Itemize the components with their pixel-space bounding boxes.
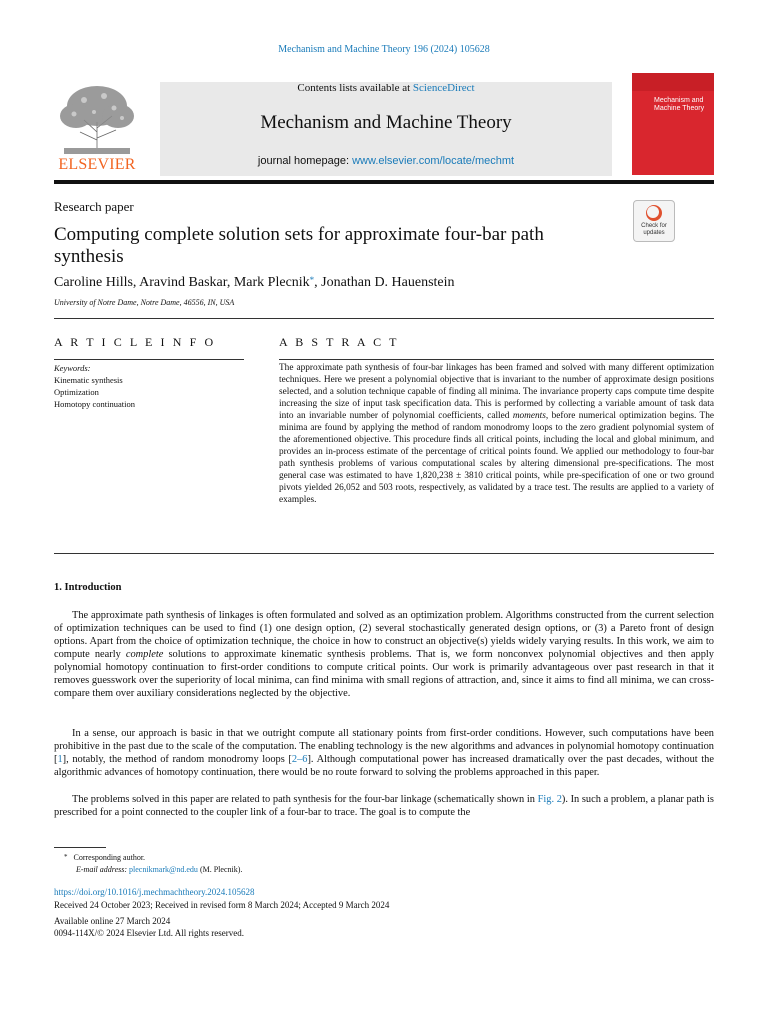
intro-paragraph-2 bbox=[54, 727, 714, 779]
cover-title: Mechanism and Machine Theory bbox=[654, 97, 705, 112]
homepage-line bbox=[160, 155, 612, 167]
article-type: Research paper bbox=[54, 199, 134, 214]
homepage-prefix: journal homepage: bbox=[257, 155, 350, 167]
received-dates: Received 24 October 2023; Received in revised form 8 March 2024; Accepted 9 March 2024 bbox=[54, 900, 390, 910]
crossmark-inner bbox=[647, 206, 659, 218]
email-label: E-mail address: bbox=[76, 865, 128, 874]
elsevier-wordmark: ELSEVIER bbox=[58, 156, 136, 173]
article-info-heading: A R T I C L E I N F O bbox=[54, 335, 216, 349]
abstract-part-2: , before numerical optimization begins. The minima are found by applying the method of random monodromy loops to the zero gradient polynomial system of the aforementioned objective. This procedure finds all critical points, including the local and global minimum, and provides an in-process estimate of the percentage of critical points found. We applied our methodology to four-bar path synthesis problems of various computational scales by altering dimensional pre-specifications. The most general case was estimated to have 1,820,238 ± 3810 critical points, while pre-specification of one or two ground pivots yielded 26,052 and 503 roots, respectively, as validated by a trace test. The results are applied to a variety of examples. bbox=[279, 411, 714, 505]
section-heading-introduction: 1. Introduction bbox=[54, 582, 122, 593]
authors-after: , Jonathan D. Hauenstein bbox=[314, 275, 455, 290]
affiliation: University of Notre Dame, Notre Dame, 46556, IN, USA bbox=[54, 298, 235, 307]
abstract-part-1: The approximate path synthesis of four-bar linkages has been framed and solved with many different optimization techniques. Here we present a polynomial objective that is invariant to the number of approximate design positions selected, and a solution technique capable of finding all minima. The invariance property caps compute time despite increasing the size of input task specification data. This is performed by collecting a variable amount of task data into an invariable number of polynomial coefficients, called bbox=[279, 363, 714, 421]
keyword-item: Kinematic synthesis bbox=[54, 375, 123, 385]
footnote-rule bbox=[54, 847, 106, 848]
keyword-item: Optimization bbox=[54, 387, 99, 397]
p1-text-b: solutions to approximate kinematic synthesis problems. That is, we form nonconvex polynomial objectives and then apply polynomial homotopy continuation to first-order conditions to compute critical points. Our work is primarily advantageous over past research in that it removes guesswork over the superiority of local minima, can find minima with small regions of attraction, and, since it aims to find all minima, we can cross-compare them over auxiliary considerations neglected by the objective. bbox=[54, 649, 715, 699]
contents-prefix: Contents lists available at bbox=[297, 82, 411, 94]
article-divider bbox=[54, 318, 714, 319]
abstract-text bbox=[279, 362, 714, 506]
abstract-heading: A B S T R A C T bbox=[279, 335, 400, 349]
corresponding-footnote bbox=[54, 852, 145, 863]
crossmark-label: Check for updates bbox=[641, 223, 667, 236]
footnote-mark: * bbox=[64, 853, 68, 861]
p1-text: The approximate path synthesis of linkages is often formulated and solved as an optimization problem. Algorithms constructed from the current selection of optimization techniques can be used to find (1) one design option, (2) several stochastically generated design options, or (3) a Pareto front of design options. Apart from the choice of optimization technique, the choice in how to construct an objective(s) yields widely varying results. In this work, we aim to compute nearly bbox=[54, 610, 714, 660]
sciencedirect-link[interactable]: ScienceDirect bbox=[412, 82, 475, 94]
header-divider bbox=[54, 180, 714, 184]
p3-text-b: ). In such a problem, a planar path is prescribed for a point connected to the coupler link of a four-bar to trace. The goal is to compute the bbox=[54, 794, 714, 818]
email-name: (M. Plecnik). bbox=[199, 865, 243, 874]
article-title: Computing complete solution sets for approximate four-bar path synthesis bbox=[54, 224, 544, 267]
intro-paragraph-1 bbox=[54, 609, 714, 700]
p1-italic: complete bbox=[125, 649, 164, 660]
abstract-italic: moments bbox=[512, 411, 546, 421]
elsevier-logo[interactable] bbox=[54, 82, 140, 174]
crossmark-badge[interactable] bbox=[633, 200, 675, 242]
authors-before: Caroline Hills, Aravind Baskar, Mark Plecnik bbox=[54, 275, 310, 290]
author-list bbox=[54, 275, 455, 291]
journal-banner bbox=[160, 82, 612, 176]
article-info-rule bbox=[54, 359, 244, 360]
contents-line bbox=[160, 82, 612, 94]
p2-text: In a sense, our approach is basic in that we outright compute all stationary points from first-order conditions. However, such computations have been prohibitive in the past due to the scale of the computation. The enabling technology is the new algorithms and advances in polynomial homotopy continuation [ bbox=[54, 728, 714, 765]
email-footnote bbox=[76, 864, 242, 875]
available-online: Available online 27 March 2024 bbox=[54, 916, 171, 926]
doi-link[interactable]: https://doi.org/10.1016/j.mechmachtheory.2024.105628 bbox=[54, 887, 255, 897]
intro-paragraph-3 bbox=[54, 793, 714, 819]
journal-cover-thumbnail[interactable] bbox=[632, 73, 714, 175]
email-link[interactable]: plecnikmark@nd.edu bbox=[129, 865, 198, 874]
cover-band bbox=[632, 73, 714, 91]
keyword-item: Homotopy continuation bbox=[54, 399, 135, 409]
abstract-bottom-divider bbox=[54, 553, 714, 554]
homepage-link[interactable]: www.elsevier.com/locate/mechmt bbox=[352, 155, 515, 167]
corresponding-label: Corresponding author. bbox=[73, 853, 146, 862]
journal-title: Mechanism and Machine Theory bbox=[260, 112, 512, 133]
keywords-block bbox=[54, 362, 254, 410]
p3-text: The problems solved in this paper are related to path synthesis for the four-bar linkage (schematically shown in bbox=[72, 794, 538, 805]
citation-link-1[interactable]: 1 bbox=[57, 754, 63, 765]
p2-text-b: ], notably, the method of random monodromy loops [ bbox=[62, 754, 292, 765]
journal-citation[interactable]: Mechanism and Machine Theory 196 (2024) 105628 bbox=[278, 44, 490, 55]
figure-link[interactable]: Fig. 2 bbox=[537, 794, 562, 805]
copyright-line: 0094-114X/© 2024 Elsevier Ltd. All rights reserved. bbox=[54, 928, 244, 938]
abstract-rule bbox=[279, 359, 714, 360]
p2-text-c: ]. Although computational power has increased dramatically over the past decades, without the algorithmic advances of homotopy continuation, there would be no route forward to solving the problems approached in this paper. bbox=[54, 754, 714, 778]
corresponding-author-mark[interactable]: * bbox=[309, 275, 315, 285]
elsevier-tree-icon bbox=[54, 82, 140, 156]
keywords-label: Keywords: bbox=[54, 363, 91, 373]
citation-link-2-6[interactable]: 2–6 bbox=[291, 754, 308, 765]
